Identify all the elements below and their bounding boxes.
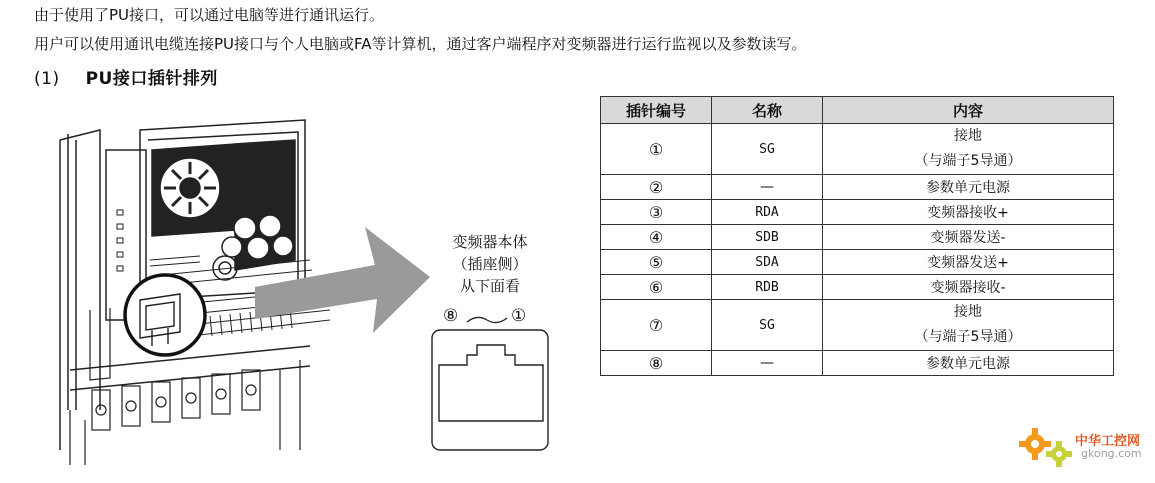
content-note: （与端子5导通） (914, 153, 1022, 169)
watermark-domain: gkong.com (1081, 447, 1142, 460)
watermark-cn: 中华工控网 (1075, 434, 1141, 449)
pin-name-cell: — (712, 351, 823, 376)
pin-content-cell: 变频器发送+ (823, 250, 1114, 275)
pin-number-cell: ⑤ (601, 250, 712, 275)
pin-content-cell (823, 124, 1114, 175)
pin-content-cell: 变频器接收+ (823, 200, 1114, 225)
pin-name-cell: SG (712, 124, 823, 175)
pin-content-cell: 参数单元电源 (823, 175, 1114, 200)
section-title: PU接口插针排列 (85, 69, 218, 89)
section-heading (34, 64, 218, 89)
pin-name-cell: SDB (712, 225, 823, 250)
pin-content-cell: 变频器接收- (823, 275, 1114, 300)
pin-name-cell: SG (712, 300, 823, 351)
content-line: 接地 (954, 304, 982, 320)
pin-name-cell: SDA (712, 250, 823, 275)
content-note: （与端子5导通） (914, 329, 1022, 345)
pin-name-cell: RDA (712, 200, 823, 225)
table-row (601, 225, 1114, 250)
table-row (601, 200, 1114, 225)
pin-number-cell: ⑥ (601, 275, 712, 300)
pin-1-marker: ① (511, 306, 527, 326)
pointer-arrow (255, 215, 435, 335)
pin-content-cell: 变频器发送- (823, 225, 1114, 250)
pin-8-marker: ⑧ (443, 306, 459, 326)
header-content: 内容 (823, 97, 1114, 124)
intro-line-1: 由于使用了PU接口，可以通过电脑等进行通讯运行。 (34, 6, 385, 24)
gear-icon (1015, 424, 1079, 468)
pin-number-cell: ⑧ (601, 351, 712, 376)
tilde-connector (465, 314, 509, 326)
pin-number-cell: ⑦ (601, 300, 712, 351)
rj45-socket-diagram (431, 329, 551, 453)
socket-side-label: （插座侧） (452, 255, 528, 273)
pin-content-cell: 参数单元电源 (823, 351, 1114, 376)
pin-content-cell (823, 300, 1114, 351)
intro-line-2: 用户可以使用通讯电缆连接PU接口与个人电脑或FA等计算机，通过客户端程序对变频器进行运行监视以及参数读写。 (34, 35, 807, 53)
pin-number-cell: ② (601, 175, 712, 200)
view-from-below-label: 从下面看 (459, 277, 520, 295)
table-row (601, 351, 1114, 376)
pin-name-cell: — (712, 175, 823, 200)
table-row (601, 175, 1114, 200)
table-row (601, 124, 1114, 175)
content-line: 接地 (954, 128, 982, 144)
table-row (601, 300, 1114, 351)
pin-number-cell: ③ (601, 200, 712, 225)
table-row (601, 275, 1114, 300)
table-row (601, 250, 1114, 275)
pin-number-cell: ① (601, 124, 712, 175)
pin-name-cell: RDB (712, 275, 823, 300)
section-number: (1) (34, 69, 60, 89)
pin-assignment-table (600, 96, 1114, 376)
pin-number-cell: ④ (601, 225, 712, 250)
gkong-watermark (1015, 420, 1145, 470)
header-pin-number: 插针编号 (601, 97, 712, 124)
inverter-body-label: 变频器本体 (452, 233, 528, 251)
table-header-row (601, 97, 1114, 124)
header-name: 名称 (712, 97, 823, 124)
